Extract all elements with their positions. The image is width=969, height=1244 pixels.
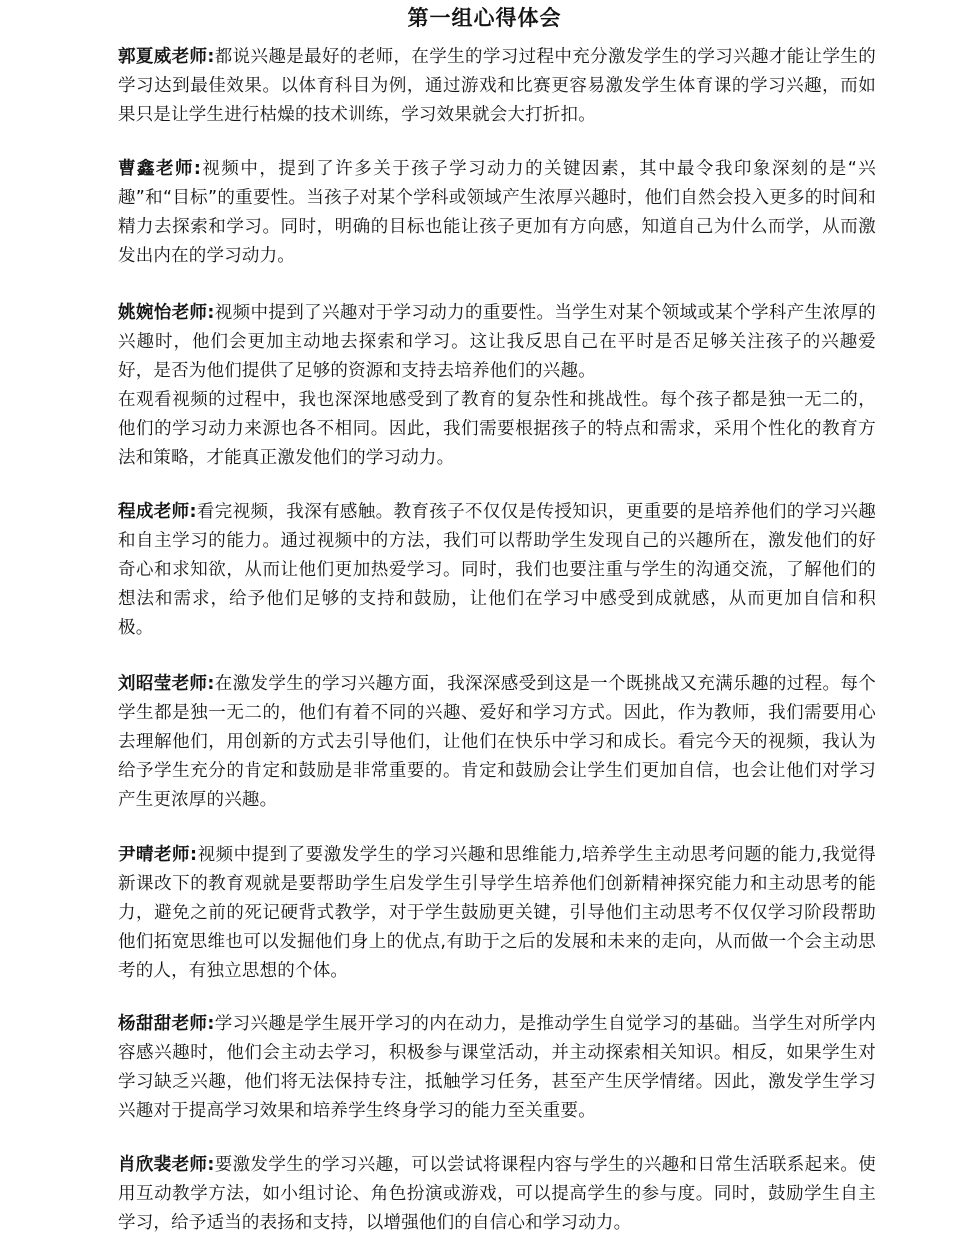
reflection-section-guo	[118, 43, 876, 130]
paragraph-text: 在激发学生的学习兴趣方面，我深深感受到这是一个既挑战又充满乐趣的过程。每个学生都是独一无二的，他们有着不同的兴趣、爱好和学习方式。因此，作为教师，我们需要用心去理解他们，用创新的方式去引导他们，让他们在快乐中学习和成长。看完今天的视频，我认为给予学生充分的肯定和鼓励是非常重要的。肯定和鼓励会让学生们更加自信，也会让他们对学习产生更浓厚的兴趣。	[118, 674, 876, 810]
paragraph-text: 要激发学生的学习兴趣，可以尝试将课程内容与学生的兴趣和日常生活联系起来。使用互动教学方法，如小组讨论、角色扮演或游戏，可以提高学生的参与度。同时，鼓励学生自主学习，给予适当的表扬和支持，以增强他们的自信心和学习动力。	[118, 1155, 876, 1233]
section-paragraph	[118, 670, 876, 815]
paragraph-text: 视频中提到了要激发学生的学习兴趣和思维能力,培养学生主动思考问题的能力,我觉得新课改下的教育观就是要帮助学生启发学生引导学生培养他们创新精神探究能力和主动思考的能力，避免之前的死记硬背式教学，对于学生鼓励更关键，引导他们主动思考不仅仅学习阶段帮助他们拓宽思维也可以发掘他们身上的优点,有助于之后的发展和未来的走向，从而做一个会主动思考的人，有独立思想的个体。	[118, 845, 876, 981]
section-paragraph	[118, 841, 876, 986]
section-paragraph	[118, 155, 876, 271]
reflection-section-cheng	[118, 498, 876, 643]
teacher-name: 曹鑫老师:	[118, 159, 202, 179]
teacher-name: 程成老师:	[118, 502, 197, 522]
paragraph-text: 视频中，提到了许多关于孩子学习动力的关键因素，其中最令我印象深刻的是“兴趣”和“目标”的重要性。当孩子对某个学科或领域产生浓厚兴趣时，他们自然会投入更多的时间和精力去探索和学习。同时，明确的目标也能让孩子更加有方向感，知道自己为什么而学，从而激发出内在的学习动力。	[118, 159, 876, 266]
section-paragraph	[118, 1010, 876, 1126]
reflection-section-xiao	[118, 1151, 876, 1238]
section-paragraph	[118, 498, 876, 643]
paragraph-text: 学习兴趣是学生展开学习的内在动力，是推动学生自觉学习的基础。当学生对所学内容感兴趣时，他们会主动去学习，积极参与课堂活动，并主动探索相关知识。相反，如果学生对学习缺乏兴趣，他们将无法保持专注，抵触学习任务，甚至产生厌学情绪。因此，激发学生学习兴趣对于提高学习效果和培养学生终身学习的能力至关重要。	[118, 1014, 876, 1121]
section-paragraph	[118, 1151, 876, 1238]
section-paragraph	[118, 386, 876, 473]
teacher-name: 杨甜甜老师:	[118, 1014, 215, 1034]
reflection-section-cao	[118, 155, 876, 271]
teacher-name: 肖欣裴老师:	[118, 1155, 215, 1175]
section-paragraph	[118, 299, 876, 386]
teacher-name: 郭夏威老师:	[118, 47, 215, 67]
section-paragraph	[118, 43, 876, 130]
reflection-section-yao	[118, 299, 876, 473]
paragraph-text: 在观看视频的过程中，我也深深地感受到了教育的复杂性和挑战性。每个孩子都是独一无二的，他们的学习动力来源也各不相同。因此，我们需要根据孩子的特点和需求，采用个性化的教育方法和策略，才能真正激发他们的学习动力。	[118, 390, 876, 468]
paragraph-text: 视频中提到了兴趣对于学习动力的重要性。当学生对某个领域或某个学科产生浓厚的兴趣时，他们会更加主动地去探索和学习。这让我反思自己在平时是否足够关注孩子的兴趣爱好，是否为他们提供了足够的资源和支持去培养他们的兴趣。	[118, 303, 876, 381]
reflection-section-yang	[118, 1010, 876, 1126]
teacher-name: 刘昭莹老师:	[118, 674, 215, 694]
paragraph-text: 都说兴趣是最好的老师，在学生的学习过程中充分激发学生的学习兴趣才能让学生的学习达到最佳效果。以体育科目为例，通过游戏和比赛更容易激发学生体育课的学习兴趣，而如果只是让学生进行枯燥的技术训练，学习效果就会大打折扣。	[118, 47, 876, 125]
reflection-section-liu	[118, 670, 876, 815]
document-title: 第一组心得体会	[407, 6, 562, 30]
teacher-name: 姚婉怡老师:	[118, 303, 215, 323]
teacher-name: 尹晴老师:	[118, 845, 198, 865]
paragraph-text: 看完视频，我深有感触。教育孩子不仅仅是传授知识，更重要的是培养他们的学习兴趣和自主学习的能力。通过视频中的方法，我们可以帮助学生发现自己的兴趣所在，激发他们的好奇心和求知欲，从而让他们更加热爱学习。同时，我们也要注重与学生的沟通交流，了解他们的想法和需求，给予他们足够的支持和鼓励，让他们在学习中感受到成就感，从而更加自信和积极。	[118, 502, 876, 638]
reflection-section-yin	[118, 841, 876, 986]
